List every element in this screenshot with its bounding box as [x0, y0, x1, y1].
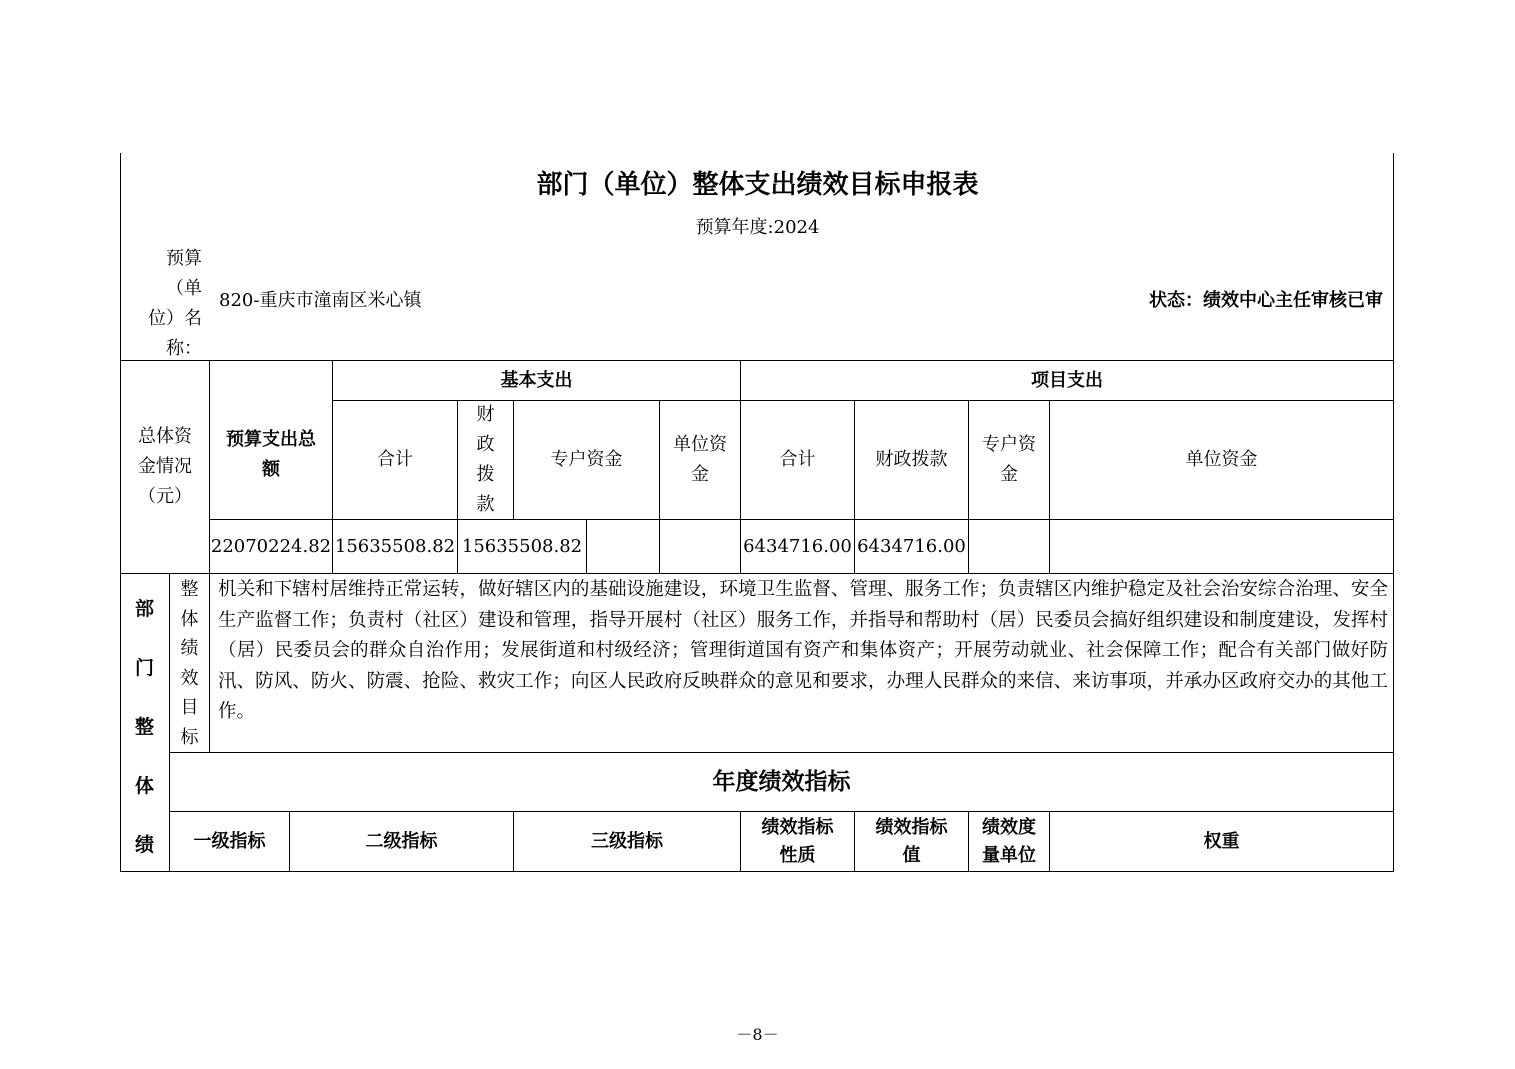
basic-unit-line: 单位资 — [673, 434, 727, 455]
project-unit-header: 单位资金 — [1185, 449, 1258, 470]
goal-label — [170, 575, 209, 752]
basic-fiscal-header — [458, 401, 513, 519]
indicators-title: 年度绩效指标 — [712, 769, 851, 795]
nature-header-line: 性质 — [779, 844, 816, 866]
goal-label-char: 目 — [180, 697, 199, 718]
grid-line — [586, 519, 587, 574]
project-fiscal-value: 6434716.00 — [857, 535, 966, 557]
basic-total-header: 合计 — [377, 449, 413, 470]
funds-label-line: 金情况 — [138, 456, 192, 477]
unit-label-line: （单 — [166, 278, 202, 299]
page-title: 部门（单位）整体支出绩效目标申报表 — [536, 170, 979, 200]
value-header-line: 值 — [902, 844, 921, 866]
side-char: 体 — [134, 775, 154, 797]
unit-header — [969, 812, 1049, 871]
nature-header-line: 绩效指标 — [761, 816, 834, 838]
basic-fiscal-line: 款 — [476, 494, 495, 515]
grid-line — [120, 573, 1394, 574]
level1-header: 一级指标 — [193, 830, 266, 852]
basic-special-header: 专户资金 — [550, 449, 623, 470]
status-text: 状态：绩效中心主任审核已审 — [1149, 290, 1383, 311]
goal-text: 机关和下辖村居维持正常运转，做好辖区内的基础设施建设，环境卫生监督、管理、服务工作；负责辖区内维护稳定及社会治安综合治理、安全生产监督工作；负责村（社区）建设和管理，指导开展村（社区）服务工作，并指导和帮助村（居）民委员会搞好组织建设和制度建设，发挥村（居）民委员会的群众自治作用；发展街道和村级经济；管理街道国有资产和集体资产；开展劳动就业、社会保障工作；配合有关部门做好防汛、防风、防火、防震、抢险、救灾工作；向区人民政府反映群众的意见和要求，办理人民群众的来信、来访事项，并承办区政府交办的其他工作。 — [218, 579, 1388, 723]
basic-fiscal-line: 财 — [476, 404, 495, 425]
dept-overall-side-label — [120, 580, 169, 875]
unit-name-value: 820-重庆市潼南区米心镇 — [219, 290, 422, 311]
level2-header: 二级指标 — [365, 830, 438, 852]
total-value: 22070224.82 — [210, 535, 332, 557]
basic-fiscal-line: 政 — [476, 434, 495, 455]
unit-label-line: 位）名 — [148, 308, 202, 329]
unit-label-line: 预算 — [166, 248, 202, 269]
unit-label-line: 称： — [166, 338, 202, 359]
goal-label-char: 标 — [180, 726, 199, 748]
basic-expense-header: 基本支出 — [500, 369, 573, 391]
side-char: 门 — [134, 657, 154, 679]
goal-label-char: 效 — [180, 667, 199, 689]
goal-label-char: 绩 — [180, 638, 199, 659]
project-fiscal-header: 财政拨款 — [875, 449, 948, 470]
value-header-line: 绩效指标 — [875, 816, 948, 838]
goal-label-char: 体 — [180, 608, 199, 630]
funds-label-line: 总体资 — [138, 426, 192, 447]
value-header — [855, 812, 968, 871]
goal-label-char: 整 — [180, 579, 199, 600]
side-char: 绩 — [134, 834, 154, 856]
total-header-line: 额 — [262, 459, 280, 480]
weight-header: 权重 — [1203, 830, 1240, 852]
level3-header: 三级指标 — [591, 830, 663, 852]
side-char: 部 — [134, 598, 154, 620]
project-total-header: 合计 — [779, 449, 816, 470]
budget-year: 预算年度:2024 — [695, 217, 820, 238]
unit-header-line: 绩效度 — [982, 816, 1036, 838]
basic-unit-line: 金 — [691, 464, 709, 485]
unit-header-line: 量单位 — [982, 844, 1036, 866]
total-header — [210, 400, 332, 510]
basic-total-value: 15635508.82 — [334, 535, 456, 557]
project-special-line: 金 — [1000, 464, 1018, 485]
project-expense-header: 项目支出 — [1031, 369, 1103, 391]
nature-header — [741, 812, 854, 871]
basic-fiscal-value: 15635508.82 — [461, 535, 583, 557]
total-header-line: 预算支出总 — [226, 429, 316, 450]
grid-line — [1393, 153, 1394, 872]
funds-label-line: （元） — [138, 486, 192, 507]
side-char: 整 — [134, 716, 154, 738]
grid-line — [120, 871, 1394, 872]
basic-fiscal-line: 拨 — [476, 464, 495, 485]
funds-row-label — [121, 361, 209, 573]
unit-name-label — [130, 244, 202, 364]
project-total-value: 6434716.00 — [743, 535, 852, 557]
basic-unit-header — [660, 401, 740, 519]
page-number: －8－ — [736, 1025, 779, 1044]
project-special-header — [969, 401, 1049, 519]
project-special-line: 专户资 — [982, 434, 1036, 455]
grid-line — [209, 573, 210, 753]
